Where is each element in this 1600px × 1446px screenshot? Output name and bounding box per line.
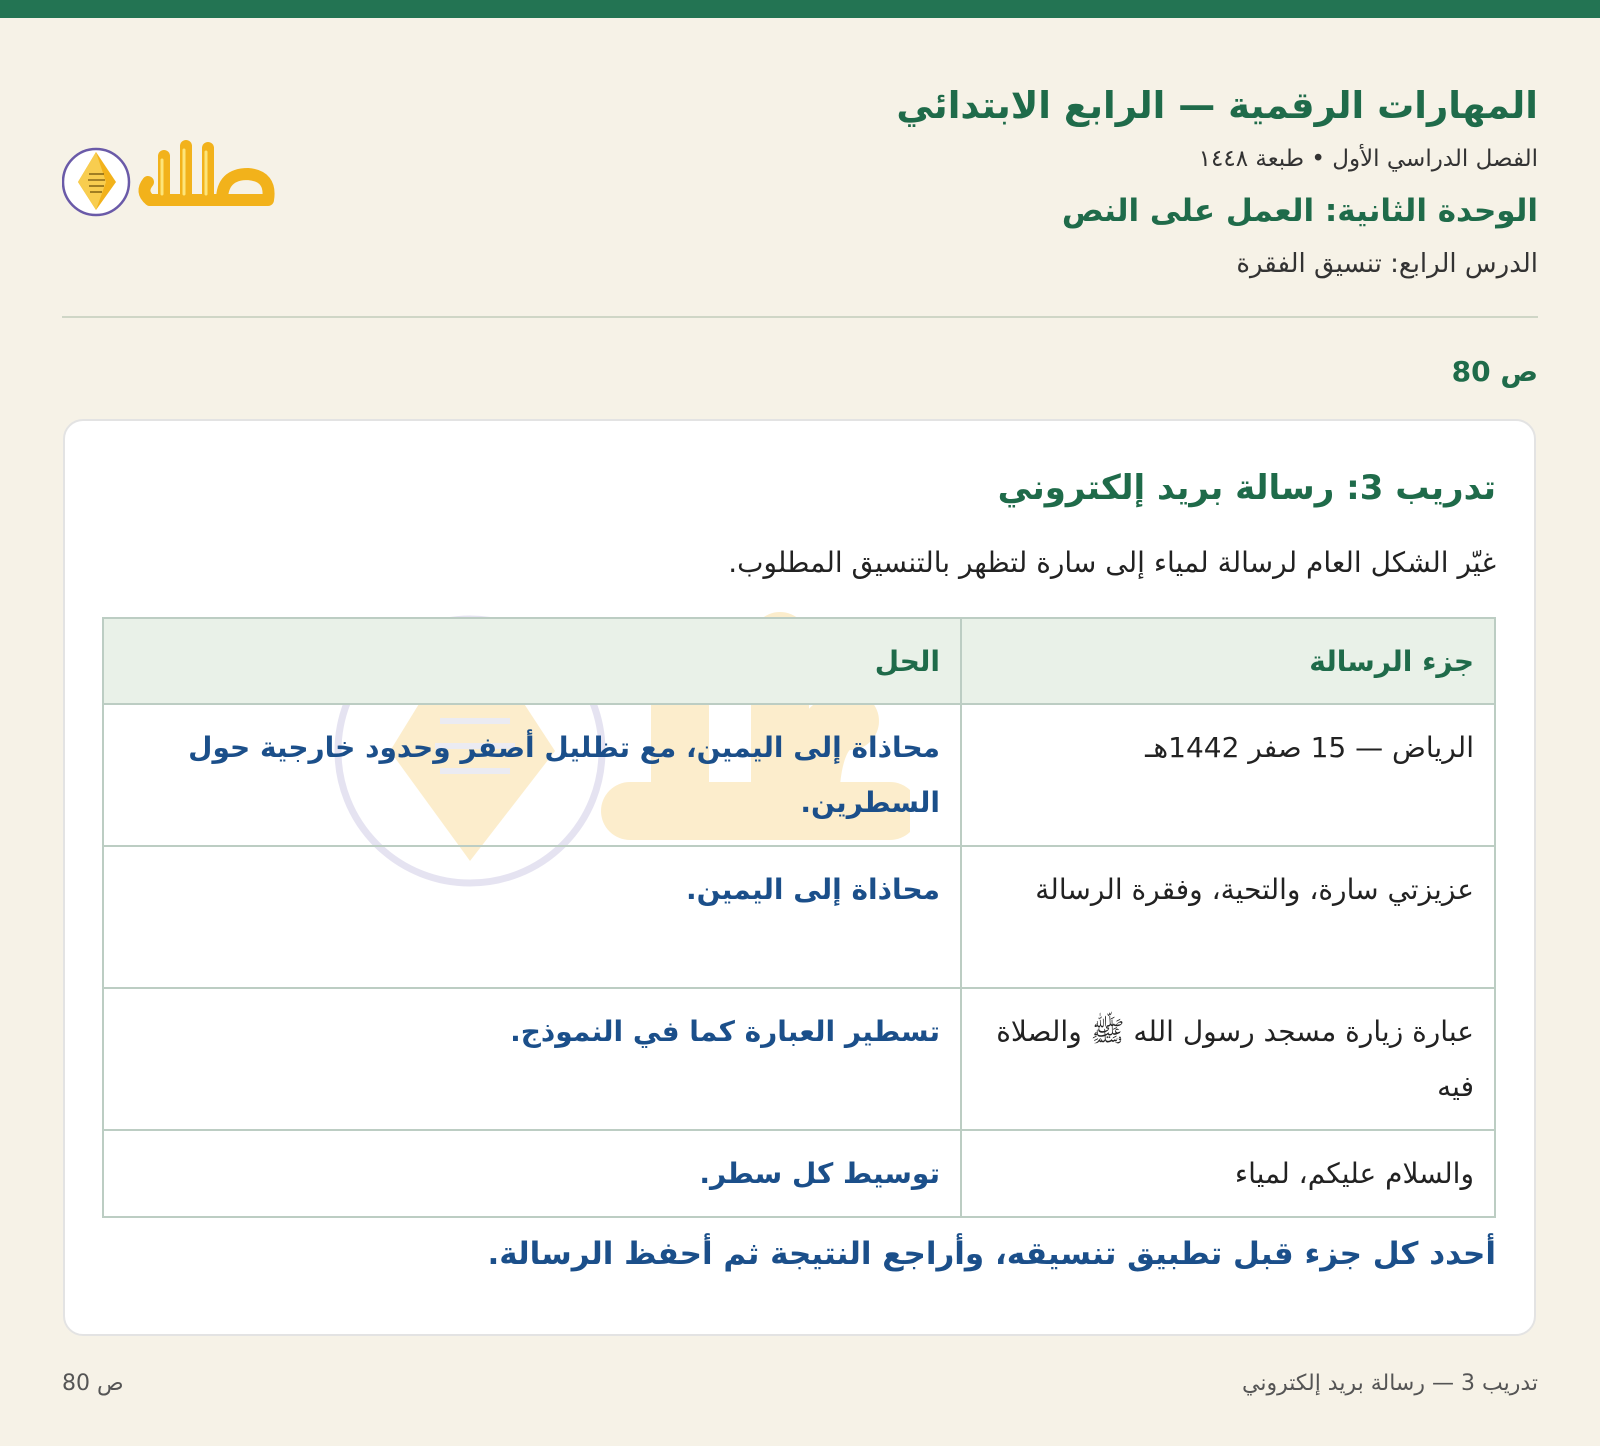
solution-cell: توسيط كل سطر.	[103, 1130, 961, 1217]
book-title: المهارات الرقمية — الرابع الابتدائي	[896, 84, 1538, 127]
message-part-cell: والسلام عليكم، لمياء	[961, 1130, 1495, 1217]
column-header-solution: الحل	[103, 618, 961, 704]
exercise-title: تدريب 3: رسالة بريد إلكتروني	[997, 468, 1496, 508]
hulul-logo	[62, 134, 282, 224]
top-accent-bar	[0, 0, 1600, 18]
closing-note: أحدد كل جزء قبل تطبيق تنسيقه، وأراجع النتيجة ثم أحفظ الرسالة.	[487, 1236, 1496, 1272]
solution-cell: تسطير العبارة كما في النموذج.	[103, 988, 961, 1130]
exercise-instruction: غيّر الشكل العام لرسالة لمياء إلى سارة لتظهر بالتنسيق المطلوب.	[728, 546, 1496, 579]
header-divider	[62, 316, 1538, 318]
book-subtitle: الفصل الدراسي الأول • طبعة ١٤٤٨	[1198, 146, 1538, 172]
table-row	[103, 988, 1495, 1130]
page-number-label: ص 80	[1451, 355, 1538, 388]
exercise-card	[63, 419, 1536, 1336]
solution-cell: محاذاة إلى اليمين.	[103, 846, 961, 988]
page-header	[62, 78, 1538, 318]
table-row	[103, 704, 1495, 846]
column-header-part: جزء الرسالة	[961, 618, 1495, 704]
message-part-cell: عبارة زيارة مسجد رسول الله ﷺ والصلاة فيه	[961, 988, 1495, 1130]
solution-cell: محاذاة إلى اليمين، مع تظليل أصفر وحدود خارجية حول السطرين.	[103, 704, 961, 846]
lesson-title: الدرس الرابع: تنسيق الفقرة	[1236, 249, 1538, 279]
unit-title: الوحدة الثانية: العمل على النص	[1061, 193, 1538, 229]
table-row	[103, 846, 1495, 988]
footer-exercise-label: تدريب 3 — رسالة بريد إلكتروني	[1241, 1371, 1538, 1396]
footer-page-number: ص 80	[62, 1371, 124, 1396]
table-header-row	[103, 618, 1495, 704]
message-part-cell: عزيزتي سارة، والتحية، وفقرة الرسالة	[961, 846, 1495, 988]
solution-table	[102, 617, 1496, 1218]
message-part-cell: الرياض — 15 صفر 1442هـ	[961, 704, 1495, 846]
table-row	[103, 1130, 1495, 1217]
